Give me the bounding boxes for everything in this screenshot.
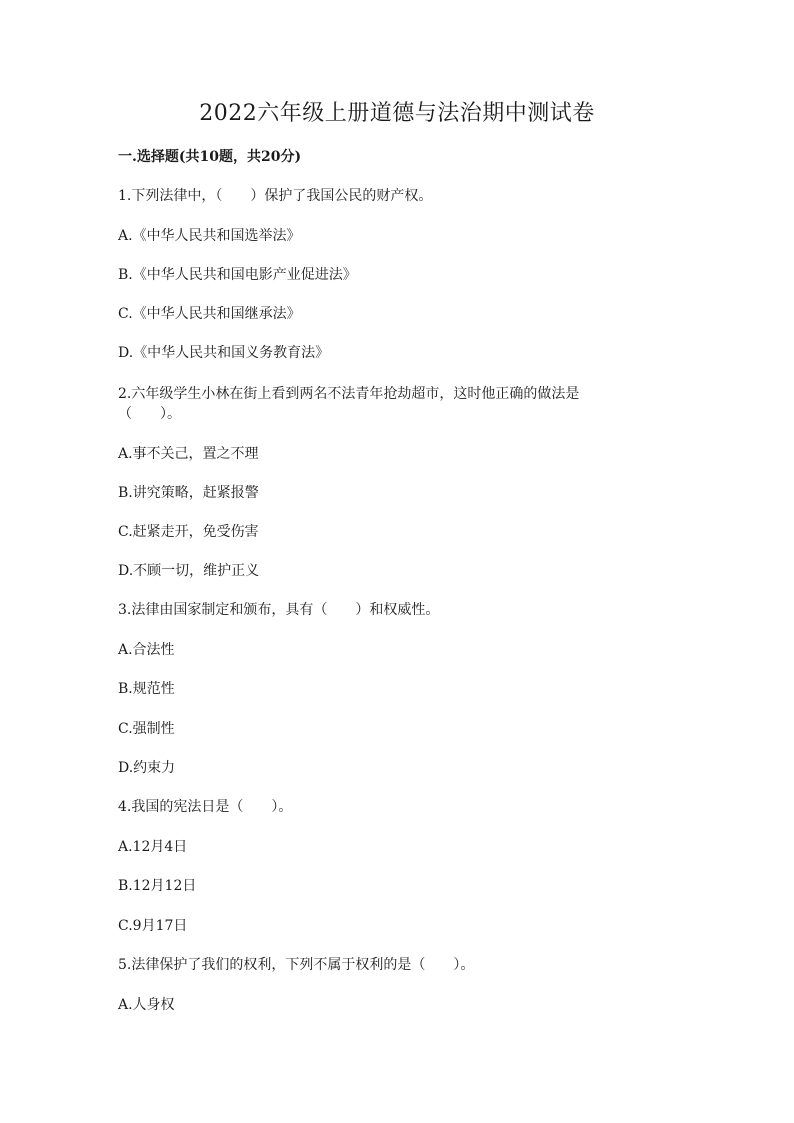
question-1-option-b: B.《中华人民共和国电影产业促进法》 xyxy=(118,267,357,283)
question-4-stem: 4.我国的宪法日是（ ）。 xyxy=(118,799,293,815)
question-2-stem: 2.六年级学生小林在街上看到两名不法青年抢劫超市，这时他正确的做法是 xyxy=(118,386,580,402)
question-2-option-a: A.事不关己，置之不理 xyxy=(118,446,259,462)
question-1-option-c: C.《中华人民共和国继承法》 xyxy=(118,306,301,322)
question-2-stem-continued: （ ）。 xyxy=(118,406,181,422)
question-3-stem: 3.法律由国家制定和颁布，具有（ ）和权威性。 xyxy=(118,602,440,618)
question-2-option-b: B.讲究策略，赶紧报警 xyxy=(118,485,259,501)
question-1-option-d: D.《中华人民共和国义务教育法》 xyxy=(118,345,330,361)
question-2-option-c: C.赶紧走开，免受伤害 xyxy=(118,524,259,540)
exam-title: 2022六年级上册道德与法治期中测试卷 xyxy=(199,101,595,126)
section-title: 一.选择题(共10题，共20分) xyxy=(118,149,302,165)
question-4-option-b: B.12月12日 xyxy=(118,878,197,894)
question-3-option-d: D.约束力 xyxy=(118,760,176,776)
question-1-stem: 1.下列法律中，（ ）保护了我国公民的财产权。 xyxy=(118,188,433,204)
question-4-option-a: A.12月4日 xyxy=(118,839,188,855)
question-3-option-a: A.合法性 xyxy=(118,642,175,658)
question-2-option-d: D.不顾一切，维护正义 xyxy=(118,563,260,579)
question-4-option-c: C.9月17日 xyxy=(118,918,188,934)
question-1-option-a: A.《中华人民共和国选举法》 xyxy=(118,228,301,244)
question-5-option-a: A.人身权 xyxy=(118,997,175,1013)
question-3-option-b: B.规范性 xyxy=(118,681,175,697)
question-5-stem: 5.法律保护了我们的权利，下列不属于权利的是（ ）。 xyxy=(118,957,475,973)
question-3-option-c: C.强制性 xyxy=(118,721,175,737)
